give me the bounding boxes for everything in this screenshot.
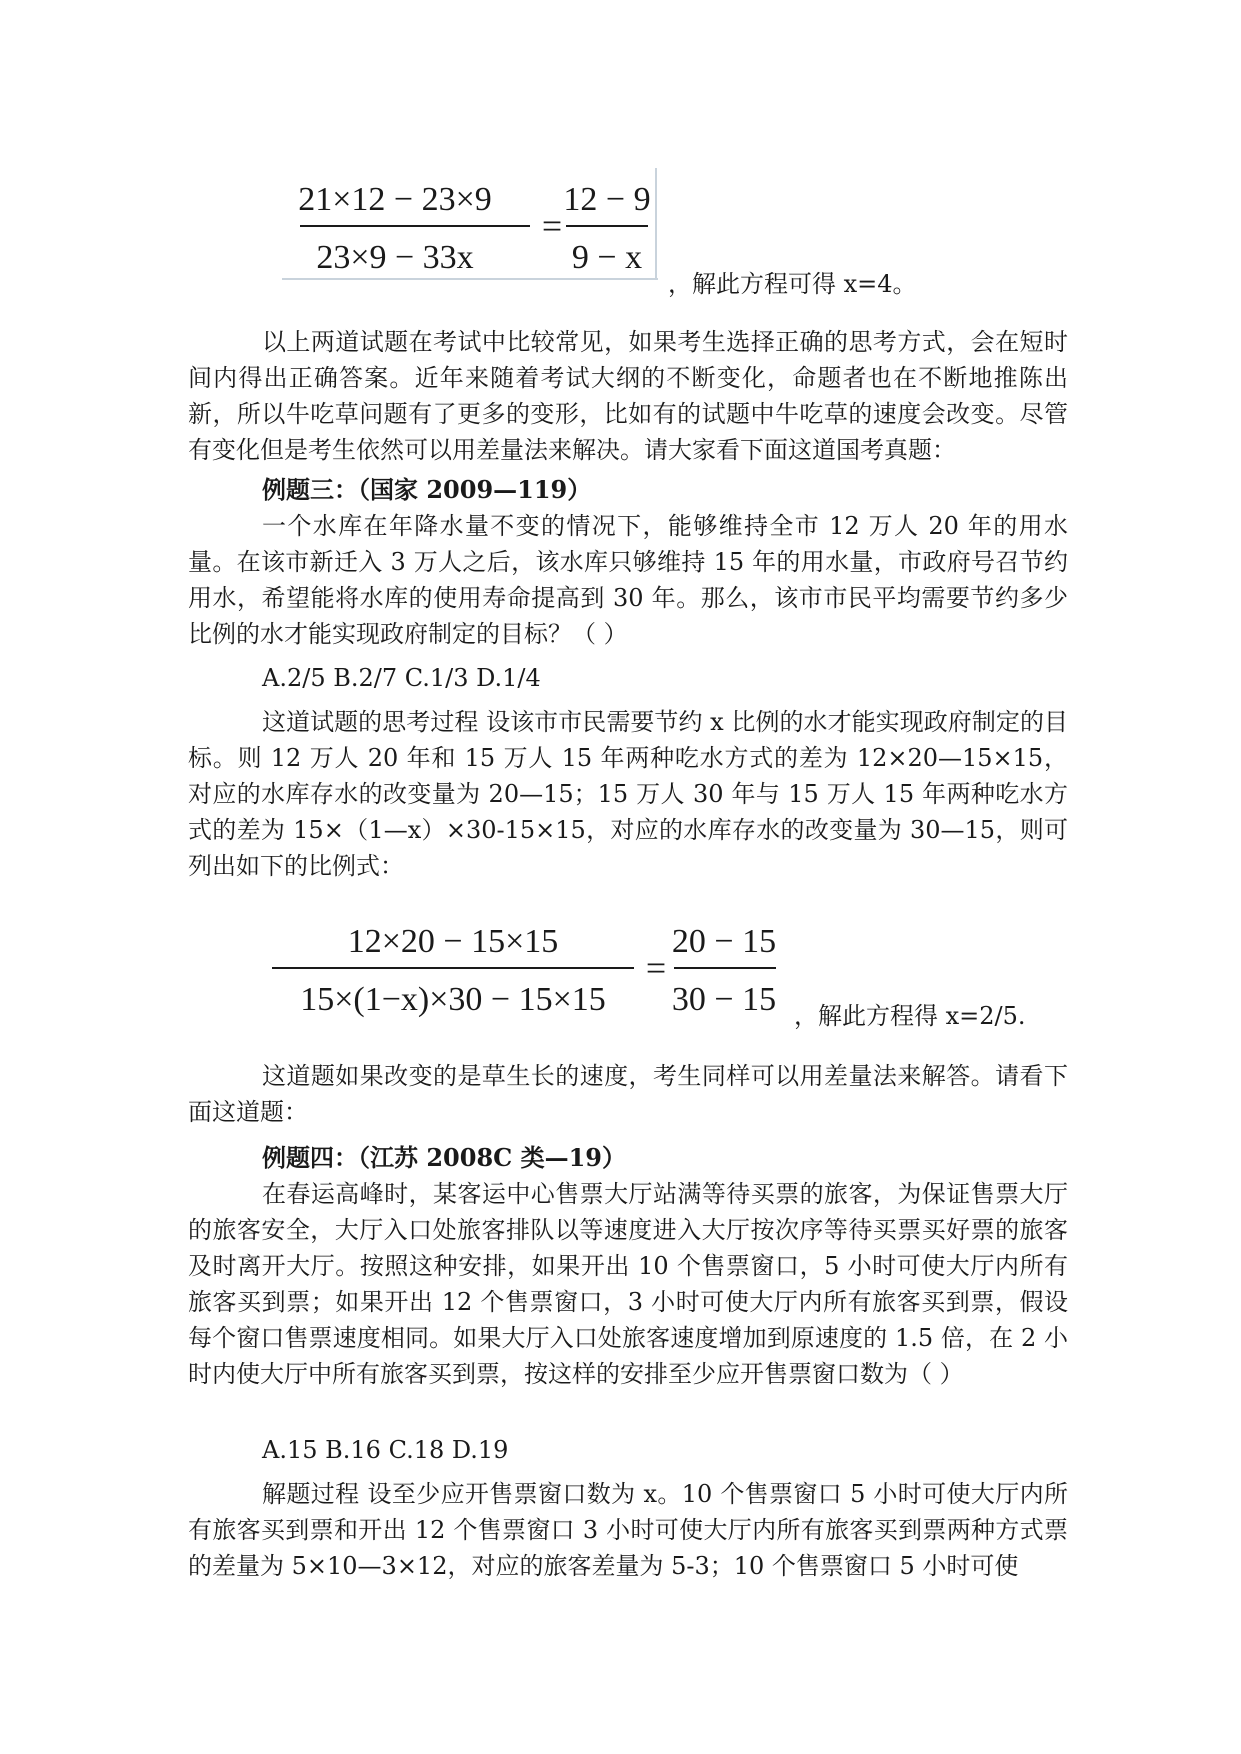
equation-2-rhs-numerator: 20 − 15	[671, 923, 777, 960]
paragraph-intro: 以上两道试题在考试中比较常见，如果考生选择正确的思考方式，会在短时间内得出正确答案。近年来随着考试大纲的不断变化，命题者也在不断地推陈出新，所以牛吃草问题有了更多的变形，比如有的试题中牛吃草的速度会改变。尽管有变化但是考生依然可以用差量法来解决。请大家看下面这道国考真题：	[188, 328, 1068, 464]
equation-1-lhs-numerator: 21×12 − 23×9	[298, 181, 492, 218]
equation-2-equals: =	[645, 948, 667, 988]
example-3-question: 一个水库在年降水量不变的情况下，能够维持全市 12 万人 20 年的用水量。在该市新迁入 3 万人之后，该水库只够维持 15 年的用水量，市政府号召节约用水，希望能将水库的使用寿命提高到 30 年。那么，该市市民平均需要节约多少比例的水才能实现政府制定的目标？（ ）	[188, 512, 1068, 648]
example-4-question: 在春运高峰时，某客运中心售票大厅站满等待买票的旅客，为保证售票大厅的旅客安全，大厅入口处旅客排队以等速度进入大厅按次序等待买票买好票的旅客及时离开大厅。按照这种安排，如果开出 10 个售票窗口，5 小时可使大厅内所有旅客买到票；如果开出 12 个售票窗口，3 小时可使大厅内所有旅客买到票，假设每个窗口售票速度相同。如果大厅入口处旅客速度增加到原速度的 1.5 倍，在 2 小时内使大厅中所有旅客买到票，按这样的安排至少应开售票窗口数为（ ）	[188, 1180, 1068, 1388]
example-3-options: A.2/5 B.2/7 C.1/3 D.1/4	[262, 664, 541, 692]
example-3-heading: 例题三：（国家 2009—119）	[262, 475, 592, 504]
equation-1-rhs-numerator: 12 − 9	[563, 181, 651, 218]
equation-2-result: ，解此方程得 x=2/5.	[794, 1002, 1026, 1030]
example-4-options: A.15 B.16 C.18 D.19	[262, 1436, 509, 1464]
equation-2-image	[270, 912, 790, 1020]
equation-1-image	[282, 168, 668, 288]
equation-2-rhs-denominator: 30 − 15	[671, 981, 777, 1018]
equation-2-lhs-numerator: 12×20 − 15×15	[347, 923, 559, 960]
paragraph-transition: 这道题如果改变的是草生长的速度，考生同样可以用差量法来解答。请看下面这道题：	[188, 1062, 1068, 1126]
equation-1-lhs-denominator: 23×9 − 33x	[316, 239, 474, 276]
example-3-solution: 这道试题的思考过程 设该市市民需要节约 x 比例的水才能实现政府制定的目标。则 12 万人 20 年和 15 万人 15 年两种吃水方式的差为 12×20—15×15，对应的水库存水的改变量为 20—15；15 万人 30 年与 15 万人 15 年两种吃水方式的差为 15×（1—x）×30-15×15，对应的水库存水的改变量为 30—15，则可列出如下的比例式：	[188, 708, 1068, 880]
equation-1-result: ，解此方程可得 x=4。	[668, 270, 917, 298]
example-4-heading: 例题四：（江苏 2008C 类—19）	[262, 1143, 627, 1172]
equation-1-equals: =	[541, 206, 563, 246]
example-4-solution: 解题过程 设至少应开售票窗口数为 x。10 个售票窗口 5 小时可使大厅内所有旅客买到票和开出 12 个售票窗口 3 小时可使大厅内所有旅客买到票两种方式票的差量为 5×10—3×12，对应的旅客差量为 5-3；10 个售票窗口 5 小时可使	[188, 1480, 1068, 1580]
equation-2-lhs-denominator: 15×(1−x)×30 − 15×15	[300, 981, 606, 1018]
equation-1-rhs-denominator: 9 − x	[571, 239, 643, 276]
